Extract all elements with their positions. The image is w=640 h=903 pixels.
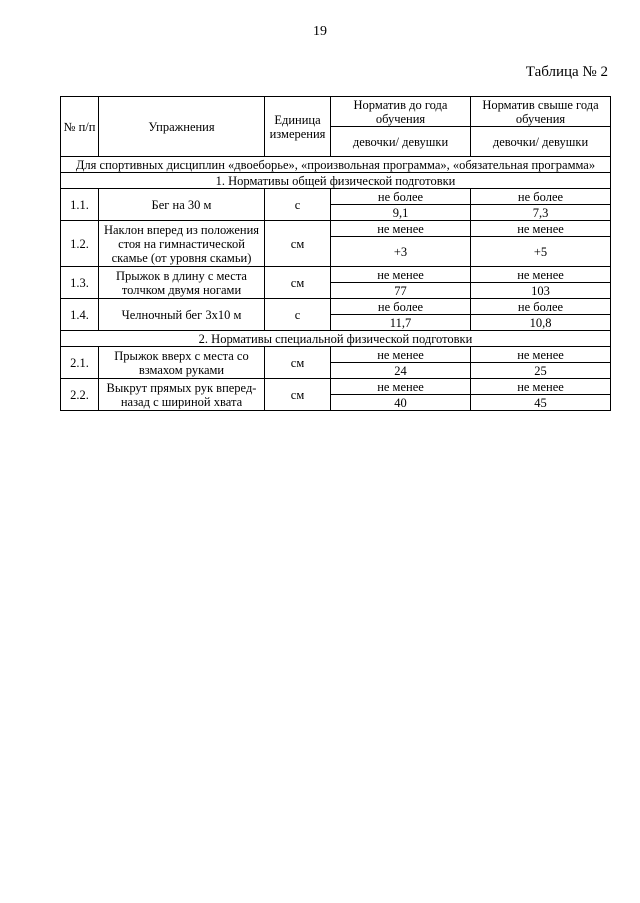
row-value-over: +5 <box>471 237 611 267</box>
row-exercise: Прыжок вверх с места со взмахом руками <box>99 347 265 379</box>
row-cond-first: не менее <box>331 379 471 395</box>
header-girls-first: девочки/ девушки <box>331 127 471 157</box>
row-cond-first: не более <box>331 299 471 315</box>
section-1-title: 1. Нормативы общей физической подготовки <box>61 173 611 189</box>
header-exercise: Упражнения <box>99 97 265 157</box>
table-row <box>61 299 611 315</box>
norms-table <box>60 96 611 411</box>
row-value-over: 10,8 <box>471 315 611 331</box>
header-girls-over: девочки/ девушки <box>471 127 611 157</box>
row-cond-first: не более <box>331 189 471 205</box>
row-cond-over: не менее <box>471 221 611 237</box>
row-unit: см <box>265 379 331 411</box>
row-cond-over: не более <box>471 189 611 205</box>
table-row <box>61 221 611 237</box>
row-unit: см <box>265 221 331 267</box>
table-row <box>61 267 611 283</box>
row-value-first: 40 <box>331 395 471 411</box>
row-num: 2.1. <box>61 347 99 379</box>
section-1-row <box>61 173 611 189</box>
header-row <box>61 97 611 127</box>
row-num: 2.2. <box>61 379 99 411</box>
row-num: 1.2. <box>61 221 99 267</box>
header-norm-first-year: Норматив до года обучения <box>331 97 471 127</box>
row-value-over: 103 <box>471 283 611 299</box>
row-cond-over: не более <box>471 299 611 315</box>
table-row <box>61 379 611 395</box>
row-value-first: 24 <box>331 363 471 379</box>
row-value-first: 77 <box>331 283 471 299</box>
row-exercise: Челночный бег 3х10 м <box>99 299 265 331</box>
row-cond-over: не менее <box>471 267 611 283</box>
row-unit: см <box>265 347 331 379</box>
header-norm-over-year: Норматив свыше года обучения <box>471 97 611 127</box>
disciplines-text: Для спортивных дисциплин «двоеборье», «произвольная программа», «обязательная программа» <box>61 157 611 173</box>
row-cond-over: не менее <box>471 347 611 363</box>
row-cond-first: не менее <box>331 267 471 283</box>
row-exercise: Прыжок в длину с места толчком двумя ногами <box>99 267 265 299</box>
row-value-first: 11,7 <box>331 315 471 331</box>
row-num: 1.4. <box>61 299 99 331</box>
table-caption: Таблица № 2 <box>525 64 608 80</box>
header-num: № п/п <box>61 97 99 157</box>
disciplines-row <box>61 157 611 173</box>
row-exercise: Бег на 30 м <box>99 189 265 221</box>
row-num: 1.1. <box>61 189 99 221</box>
table-row <box>61 347 611 363</box>
row-value-first: +3 <box>331 237 471 267</box>
row-cond-first: не менее <box>331 221 471 237</box>
row-unit: с <box>265 189 331 221</box>
row-cond-first: не менее <box>331 347 471 363</box>
page-number: 19 <box>313 24 327 39</box>
row-unit: см <box>265 267 331 299</box>
row-exercise: Выкрут прямых рук вперед-назад с шириной хвата <box>99 379 265 411</box>
header-unit: Единица измерения <box>265 97 331 157</box>
row-cond-over: не менее <box>471 379 611 395</box>
row-value-over: 7,3 <box>471 205 611 221</box>
section-2-row <box>61 331 611 347</box>
section-2-title: 2. Нормативы специальной физической подготовки <box>61 331 611 347</box>
row-exercise: Наклон вперед из положения стоя на гимнастической скамье (от уровня скамьи) <box>99 221 265 267</box>
row-num: 1.3. <box>61 267 99 299</box>
row-value-first: 9,1 <box>331 205 471 221</box>
row-value-over: 45 <box>471 395 611 411</box>
table-row <box>61 189 611 205</box>
row-unit: с <box>265 299 331 331</box>
row-value-over: 25 <box>471 363 611 379</box>
